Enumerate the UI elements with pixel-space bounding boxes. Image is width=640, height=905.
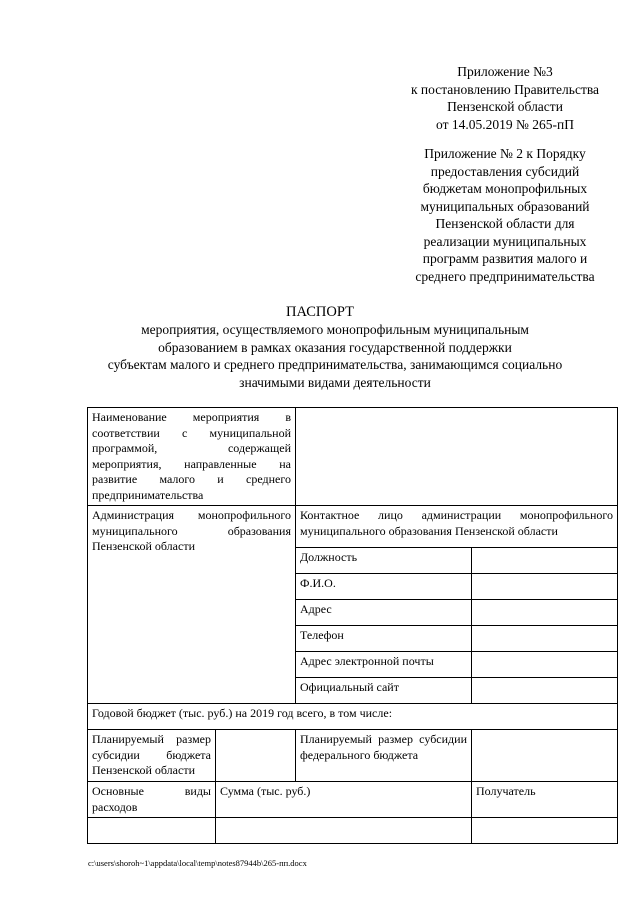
appendix2-line: бюджетам монопрофильных bbox=[422, 181, 588, 196]
federal-subsidy-label: Планируемый размер субсидии федерального бюджета bbox=[296, 730, 472, 782]
appendix2-line: Пензенской области для bbox=[435, 216, 575, 231]
recipient-label: Получатель bbox=[472, 782, 618, 818]
appendix2-line: муниципальных образований bbox=[420, 198, 590, 214]
admin-label: Администрация монопрофильного муниципального образования Пензенской области bbox=[88, 506, 296, 704]
appendix2-line: среднего предпринимательства bbox=[415, 268, 595, 284]
table-row bbox=[88, 506, 618, 548]
table-row bbox=[88, 782, 618, 818]
contact-field-label: Ф.И.О. bbox=[296, 574, 472, 600]
contact-field-value bbox=[472, 678, 618, 704]
contact-field-label: Должность bbox=[296, 548, 472, 574]
contact-field-label: Адрес bbox=[296, 600, 472, 626]
contact-field-label: Адрес электронной почты bbox=[296, 652, 472, 678]
federal-subsidy-value bbox=[472, 730, 618, 782]
appendix2-header bbox=[395, 145, 615, 285]
contact-field-label: Телефон bbox=[296, 626, 472, 652]
appendix2-line: реализации муниципальных bbox=[423, 233, 587, 249]
passport-subtitle-line: образованием в рамках оказания государственной поддержки bbox=[158, 339, 512, 355]
event-name-value bbox=[296, 408, 618, 506]
expense-types-label: Основные виды расходов bbox=[88, 782, 216, 818]
sum-label: Сумма (тыс. руб.) bbox=[216, 782, 472, 818]
table-row bbox=[88, 704, 618, 730]
table-row bbox=[88, 730, 618, 782]
contact-field-value bbox=[472, 574, 618, 600]
contact-label: Контактное лицо администрации монопрофильного муниципального образования Пензенской области bbox=[296, 506, 618, 548]
appendix3-line: Пензенской области bbox=[447, 99, 563, 114]
contact-field-label: Официальный сайт bbox=[296, 678, 472, 704]
expense-types-value bbox=[88, 818, 216, 844]
contact-field-value bbox=[472, 548, 618, 574]
recipient-value bbox=[472, 818, 618, 844]
appendix3-line: от 14.05.2019 № 265-пП bbox=[436, 116, 574, 132]
appendix3-header bbox=[395, 63, 615, 133]
appendix3-line: к постановлению Правительства bbox=[410, 81, 600, 97]
contact-field-value bbox=[472, 652, 618, 678]
footer-file-path: c:\users\shoroh~1\appdata\local\temp\notes87944b\265-пп.docx bbox=[88, 858, 307, 868]
passport-table bbox=[87, 407, 618, 844]
passport-subtitle-line: субъектам малого и среднего предпринимательства, занимающимся социально bbox=[107, 357, 563, 372]
table-row bbox=[88, 818, 618, 844]
sum-value bbox=[216, 818, 472, 844]
appendix2-line: Приложение № 2 к Порядку bbox=[424, 146, 586, 161]
passport-subtitle-line: значимыми видами деятельности bbox=[239, 374, 431, 390]
contact-field-value bbox=[472, 626, 618, 652]
appendix2-line: предоставления субсидий bbox=[430, 163, 580, 179]
regional-subsidy-value bbox=[216, 730, 296, 782]
contact-field-value bbox=[472, 600, 618, 626]
table-row bbox=[88, 408, 618, 506]
passport-subtitle-line: мероприятия, осуществляемого монопрофильным муниципальным bbox=[141, 322, 529, 337]
appendix2-line: программ развития малого и bbox=[422, 251, 588, 266]
regional-subsidy-label: Планируемый размер субсидии бюджета Пензенской области bbox=[88, 730, 216, 782]
event-name-label: Наименование мероприятия в соответствии с муниципальной программой, содержащей мероприятия, направленные на развитие малого и среднего предпринимательства bbox=[88, 408, 296, 506]
passport-subtitle bbox=[100, 321, 570, 391]
budget-label: Годовой бюджет (тыс. руб.) на 2019 год всего, в том числе: bbox=[88, 704, 618, 730]
appendix3-line: Приложение №3 bbox=[457, 64, 553, 79]
passport-title: ПАСПОРТ bbox=[286, 304, 354, 320]
